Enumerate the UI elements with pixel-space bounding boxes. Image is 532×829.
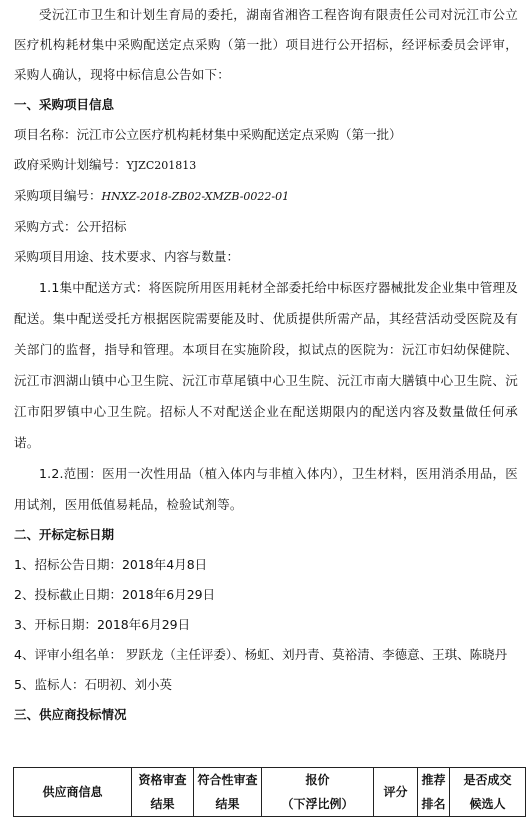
section3-heading: 三、供应商投标情况 (14, 707, 127, 722)
header-candidate-line1: 是否成交 (463, 773, 512, 787)
table-header-row (14, 768, 526, 817)
plan-number-line (14, 150, 518, 181)
purchase-method: 采购方式：公开招标 (14, 219, 127, 234)
header-candidate-line2: 候选人 (469, 797, 506, 811)
intro-paragraph: 受沅江市卫生和计划生育局的委托，湖南省湘咨工程咨询有限责任公司对沅江市公立医疗机构耗材集中采购配送定点采购（第一批）项目进行公开招标，经评标委员会评审，采购人确认，现将中标信息公告如下： (14, 7, 518, 82)
header-compliance-line1: 符合性审查 (197, 773, 258, 787)
purchase-number-line (14, 181, 518, 212)
header-quote (262, 768, 374, 817)
purchase-number-label: 采购项目编号： (14, 188, 102, 203)
section2-heading: 二、开标定标日期 (14, 527, 115, 542)
section1-heading: 一、采购项目信息 (14, 97, 115, 112)
header-rank (418, 768, 450, 817)
header-supplier: 供应商信息 (14, 768, 132, 817)
header-qualification (132, 768, 194, 817)
header-qualification-line1: 资格审查 (138, 773, 187, 787)
purchase-number: HNXZ-2018-ZB02-XMZB-0022-01 (101, 190, 290, 203)
bid-deadline-date: 2、投标截止日期：2018年6月29日 (14, 587, 216, 602)
header-qualification-line2: 结果 (150, 797, 175, 811)
header-quote-line1: 报价 (305, 773, 330, 787)
review-panel-list: 4、评审小组名单： 罗跃龙（主任评委）、杨虹、刘丹青、莫裕清、李德意、王琪、陈晓丹 (14, 647, 508, 662)
header-quote-line2: （下浮比例） (281, 797, 354, 811)
scope-label: 采购项目用途、技术要求、内容与数量： (14, 249, 240, 264)
header-compliance-line2: 结果 (215, 797, 240, 811)
header-rank-line1: 推荐 (421, 773, 446, 787)
item-1-1-paragraph: 1.1集中配送方式：将医院所用医用耗材全部委托给中标医疗器械批发企业集中管理及配送。集中配送受托方根据医院需要能及时、优质提供所需产品，其经营活动受医院及有关部门的监督，指导和管理。本项目在实施阶段，拟试点的医院为：沅江市妇幼保健院、沅江市泗湖山镇中心卫生院、沅江市草尾镇中心卫生院、沅江市南大膳镇中心卫生院、沅江市阳罗镇中心卫生院。招标人不对配送企业在配送期限内的配送内容及数量做任何承诺。 (14, 280, 518, 450)
item-1-2-paragraph: 1.2.范围：医用一次性用品（植入体内与非植入体内），卫生材料，医用消杀用品，医用试剂，医用低值易耗品，检验试剂等。 (14, 466, 518, 512)
header-candidate (450, 768, 526, 817)
bid-table (13, 767, 526, 817)
plan-number-label: 政府采购计划编号： (14, 157, 127, 172)
supervisor-list: 5、监标人：石明初、刘小英 (14, 677, 172, 692)
tender-announcement-date: 1、招标公告日期：2018年4月8日 (14, 557, 208, 572)
header-compliance (194, 768, 262, 817)
plan-number: YJZC201813 (126, 159, 197, 172)
header-rank-line2: 排名 (421, 797, 446, 811)
header-score: 评分 (374, 768, 418, 817)
project-name: 项目名称：沅江市公立医疗机构耗材集中采购配送定点采购（第一批） (14, 127, 402, 142)
bid-opening-date: 3、开标日期：2018年6月29日 (14, 617, 191, 632)
